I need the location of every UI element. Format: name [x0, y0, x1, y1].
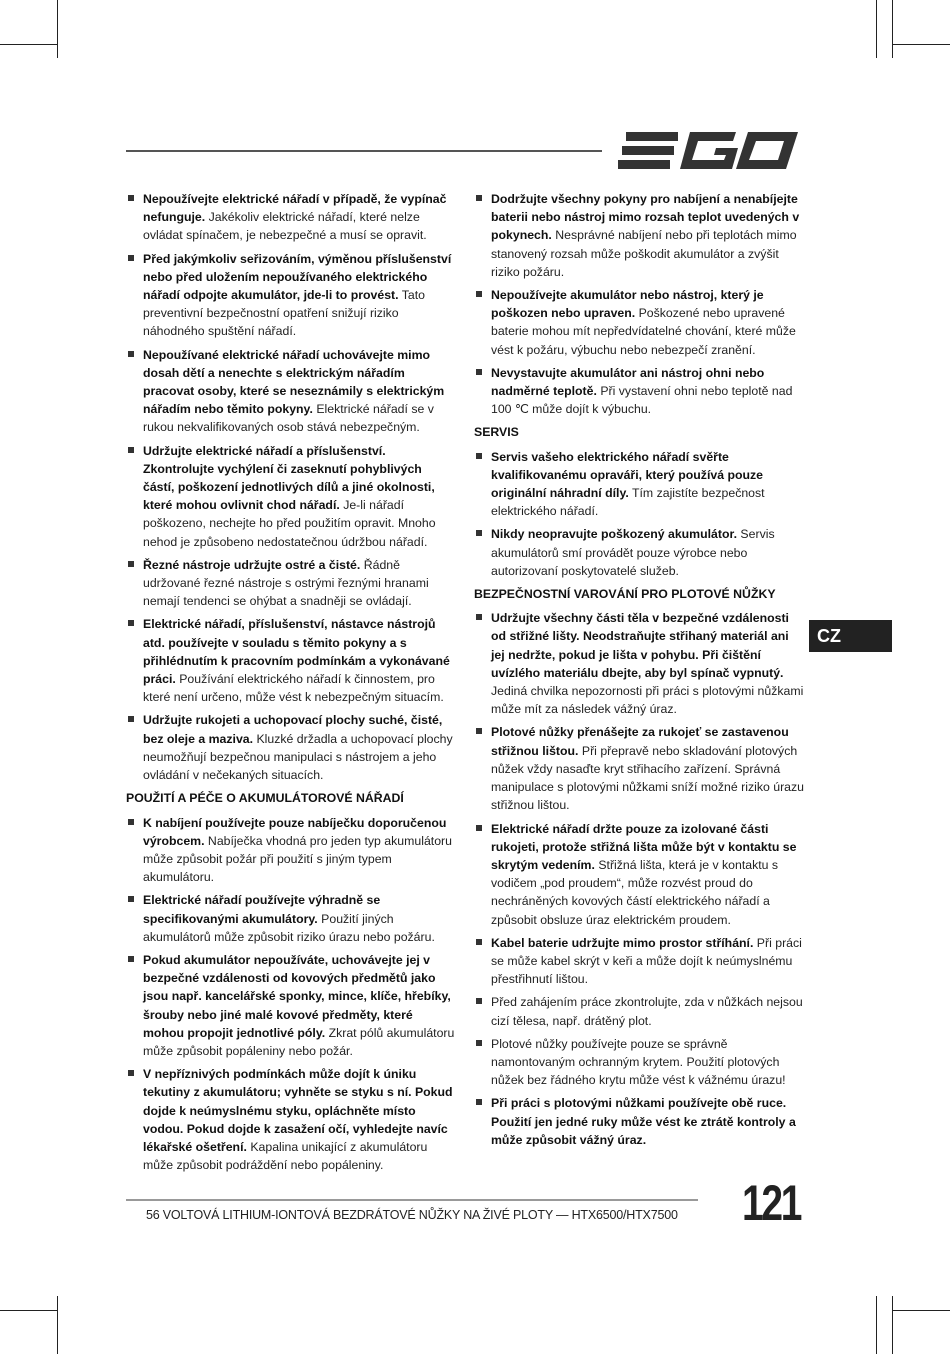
footer-text: 56 VOLTOVÁ LITHIUM-IONTOVÁ BEZDRÁTOVÉ NŮŽKY NA ŽIVÉ PLOTY — HTX6500/HTX7500 — [146, 1208, 678, 1222]
bullet-icon — [128, 956, 134, 962]
bullet-icon — [476, 530, 482, 536]
item-text: Tím zajistíte bezpečnost elektrického nářadí. — [491, 486, 765, 519]
bullet-icon — [128, 195, 134, 201]
item-text: Jediná chvilka nepozornosti při práci s plotovými nůžkami může mít za následek vážný úraz. — [491, 684, 804, 717]
item-text: Nesprávné nabíjení nebo při teplotách mimo stanovený rozsah může poškodit akumulátor a zvýšit riziko požáru. — [491, 228, 797, 279]
item-bold-text: Servis vašeho elektrického nářadí svěřte kvalifikovanému opraváři, který používá pouze originální náhradní díly. — [491, 449, 763, 501]
bullet-icon — [128, 447, 134, 453]
item-text: Tato preventivní bezpečnostní opatření snižují riziko náhodného spuštění nářadí. — [143, 288, 425, 339]
item-text: Kluzké držadla a uchopovací plochy neumožňují bezpečnou manipulaci s nástrojem a jeho ovládání v nečekaných situacích. — [143, 731, 453, 783]
list-item — [126, 190, 456, 245]
item-bold-text: Nevystavujte akumulátor ani nástroj ohni nebo nadměrné teplotě. — [491, 365, 765, 399]
list-item — [126, 711, 456, 784]
crop-mark — [876, 1296, 877, 1354]
crop-mark — [892, 44, 950, 45]
bullet-icon — [128, 255, 134, 261]
list-item — [474, 820, 804, 929]
item-text: Při práci se může kabel skrýt v keři a může dojít k neúmyslnému přestřihnutí lištou. — [491, 935, 802, 987]
list-item — [474, 190, 804, 281]
list-item — [474, 993, 804, 1029]
header-rule — [126, 150, 602, 152]
item-text: Jakékoliv elektrické nářadí, které nelze ovládat spínačem, je nebezpečné a musí se opravit. — [143, 210, 427, 243]
bullet-icon — [128, 561, 134, 567]
bullet-icon — [476, 291, 482, 297]
bullet-icon — [476, 998, 482, 1004]
list-item — [474, 286, 804, 359]
item-bold-text: Plotové nůžky přenášejte za rukojeť se zastavenou střižnou lištou. — [491, 725, 789, 758]
ego-logo — [618, 130, 800, 172]
bullet-icon — [128, 1070, 134, 1076]
bullet-icon — [476, 195, 482, 201]
item-text: Zkrat pólů akumulátoru může způsobit popáleniny nebo požár. — [143, 1025, 455, 1058]
list-item — [474, 1094, 804, 1149]
page-number: 121 — [742, 1175, 801, 1231]
bullet-icon — [128, 896, 134, 902]
item-text: Střižná lišta, která je v kontaktu s vodičem „pod proudem“, může rozvést proud do nechráněných kovových částí elektrického nářadí a způsobit obsluze úraz elektrickém proudem. — [491, 857, 779, 927]
item-bold-text: Před jakýmkoliv seřizováním, výměnou příslušenství nebo před uložením nepoužívaného elektrického nářadí odpojte akumulátor, jde-li to provést. — [143, 251, 452, 303]
item-text: Elektrické nářadí se v rukou nekvalifikovaných osob stává nebezpečným. — [143, 402, 434, 435]
item-bold-text: Pokud akumulátor nepoužíváte, uchovávejte jej v bezpečné vzdálenosti od kovových předmětů jako jsou např. kancelářské sponky, mince, klíče, hřebíky, šrouby nebo jiné malé kovové předměty, které mohou propojit jednotlivé póly. — [143, 952, 451, 1040]
item-bold-text: Elektrické nářadí držte pouze za izolované části rukojeti, protože střižná lišta může být v kontaktu se skrytým vedením. — [491, 821, 797, 872]
bullet-icon — [128, 620, 134, 626]
item-bold-text: V nepříznivých podmínkách může dojít k úniku tekutiny z akumulátoru; vyhněte se styku s ní. Pokud dojde k neúmyslnému styku, opláchněte místo vodou. Pokud dojde k zasažení očí, vyhledejte navíc lékařské ošetření. — [143, 1067, 453, 1154]
item-bold-text: Nepoužívané elektrické nářadí uchovávejte mimo dosah dětí a nenechte s elektrickým nářadím pracovat osoby, které se neseznámily s elektrickým nářadím nebo těmito pokyny. — [143, 347, 445, 417]
section-heading-battery: POUŽITÍ A PÉČE O AKUMULÁTOROVÉ NÁŘADÍ — [126, 791, 404, 806]
item-text: Při přepravě nebo skladování plotových nůžek vždy nasaďte kryt střihacího zařízení. Správná manipulace s plotovými nůžkami sníží možné riziko úrazu střižnou lištou. — [491, 743, 805, 813]
right-list-2 — [474, 448, 804, 580]
crop-mark — [0, 44, 58, 45]
item-text: Je-li nářadí poškozeno, nechejte ho před použitím opravit. Mnoho nehod je způsobeno nedostatečnou údržbou nářadí. — [143, 498, 436, 549]
list-item — [474, 934, 804, 989]
section-heading-service: SERVIS — [474, 425, 519, 440]
list-item — [126, 346, 456, 437]
right-column — [474, 190, 804, 1154]
list-item — [126, 951, 456, 1060]
item-text: Použití jiných akumulátorů může způsobit riziko úrazu nebo požáru. — [143, 911, 435, 944]
list-item — [126, 250, 456, 341]
item-bold-text: Řezné nástroje udržujte ostré a čisté. — [143, 557, 361, 572]
item-bold-text: Nepoužívejte elektrické nářadí v případě, že vypínač nefunguje. — [143, 192, 447, 225]
bullet-icon — [476, 614, 482, 620]
item-text: Používání elektrického nářadí k činnostem, pro které není určeno, může vést k nebezpečným situacím. — [143, 672, 444, 705]
list-item — [474, 609, 804, 718]
bullet-icon — [128, 819, 134, 825]
list-item — [126, 814, 456, 887]
item-bold-text: K nabíjení používejte pouze nabíječku doporučenou výrobcem. — [143, 815, 447, 848]
item-text: Před zahájením práce zkontrolujte, zda v nůžkách nejsou cizí tělesa, např. drátěný plot. — [491, 995, 803, 1028]
item-text: Řádně udržované řezné nástroje s ostrými řeznými hranami nemají tendenci se ohýbat a snadněji se ovládají. — [143, 557, 429, 609]
list-item — [474, 448, 804, 521]
item-text: Při vystavení ohni nebo teplotě nad 100 ℃ může dojít k výbuchu. — [491, 384, 793, 417]
list-item — [126, 1065, 456, 1174]
left-column — [126, 190, 456, 1179]
crop-mark — [57, 0, 58, 58]
crop-mark — [892, 1310, 950, 1311]
list-item — [126, 442, 456, 551]
item-bold-text: Udržujte rukojeti a uchopovací plochy suché, čisté, bez oleje a maziva. — [143, 713, 443, 746]
bullet-icon — [128, 716, 134, 722]
list-item — [474, 525, 804, 580]
left-list-2 — [126, 814, 456, 1175]
right-list-1 — [474, 190, 804, 418]
item-bold-text: Elektrické nářadí používejte výhradně se specifikovanými akumulátory. — [143, 893, 381, 926]
item-bold-text: Kabel baterie udržujte mimo prostor stříhání. — [491, 935, 754, 950]
bullet-icon — [476, 453, 482, 459]
bullet-icon — [476, 1040, 482, 1046]
item-bold-text: Udržujte všechny části těla v bezpečné vzdálenosti od střižné lišty. Neodstraňujte střihaný materiál ani jej nedržte, pokud je lišta v pohybu. Při čištění uvízlého materiálu dbejte, aby byl spínač vypnutý. — [491, 611, 789, 680]
crop-mark — [0, 1310, 58, 1311]
bullet-icon — [476, 728, 482, 734]
crop-mark — [57, 1296, 58, 1354]
list-item — [126, 615, 456, 706]
item-text: Plotové nůžky používejte pouze se správně namontovaným ochranným krytem. Použití plotových nůžek bez řádného krytu může vést k vážnému úrazu! — [491, 1036, 786, 1088]
crop-mark — [892, 0, 893, 58]
bullet-icon — [476, 1099, 482, 1105]
right-list-3 — [474, 609, 804, 1149]
crop-mark — [892, 1296, 893, 1354]
bullet-icon — [476, 369, 482, 375]
footer-rule — [126, 1199, 698, 1201]
list-item — [474, 723, 804, 814]
item-bold-text: Dodržujte všechny pokyny pro nabíjení a nenabíjejte baterii nebo nástroj mimo rozsah teplot uvedených v pokynech. — [491, 192, 800, 243]
item-text: Nabíječka vhodná pro jeden typ akumulátoru může způsobit požár při použití s jiným typem akumulátoru. — [143, 833, 452, 885]
bullet-icon — [476, 825, 482, 831]
section-heading-hedge-trimmer: BEZPEČNOSTNÍ VAROVÁNÍ PRO PLOTOVÉ NŮŽKY — [474, 587, 776, 602]
item-text: Servis akumulátorů smí provádět pouze výrobce nebo autorizovaní poskytovatelé služeb. — [491, 527, 775, 578]
left-list-1 — [126, 190, 456, 784]
item-bold-text: Při práci s plotovými nůžkami používejte obě ruce. Použití jen jedné ruky může vést ke ztrátě kontroly a může způsobit vážný úraz. — [491, 1096, 796, 1147]
crop-mark — [876, 0, 877, 58]
item-text: Poškozené nebo upravené baterie mohou mít nepředvídatelné chování, které může vést k požáru, výbuchu nebo nebezpečí zranění. — [491, 306, 796, 357]
language-tab: CZ — [809, 620, 892, 652]
item-text: Kapalina unikající z akumulátoru může způsobit podráždění nebo popáleniny. — [143, 1139, 428, 1173]
bullet-icon — [476, 939, 482, 945]
list-item — [126, 891, 456, 946]
item-bold-text: Elektrické nářadí, příslušenství, nástavce nástrojů atd. používejte v souladu s těmito pokyny a s přihlédnutím k pracovním podmínkám a vykonávané práci. — [143, 617, 450, 687]
list-item — [474, 364, 804, 419]
list-item — [474, 1035, 804, 1090]
list-item — [126, 556, 456, 611]
item-bold-text: Nikdy neopravujte poškozený akumulátor. — [491, 527, 738, 542]
item-bold-text: Udržujte elektrické nářadí a příslušenství. Zkontrolujte vychýlení či zaseknutí pohyblivých částí, poškození jednotlivých dílů a jiné okolnosti, které mohou ovlivnit chod nářadí. — [143, 443, 435, 513]
bullet-icon — [128, 351, 134, 357]
item-bold-text: Nepoužívejte akumulátor nebo nástroj, který je poškozen nebo upraven. — [491, 288, 764, 321]
